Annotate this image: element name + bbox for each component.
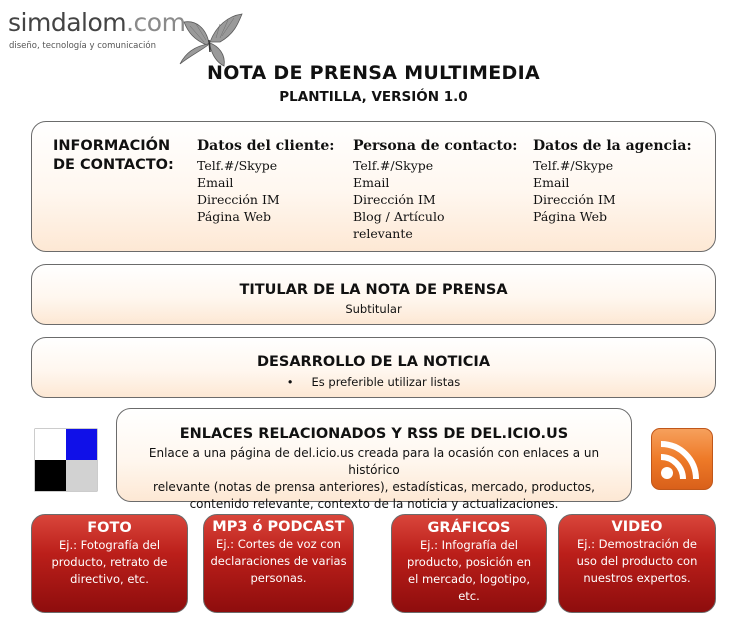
media-box-line: nuestros expertos. — [583, 571, 691, 585]
media-box-line: el mercado, logotipo, — [408, 572, 530, 586]
agency-data-item: Dirección IM — [533, 192, 616, 207]
media-box-video-body — [559, 536, 715, 587]
contact-person-column — [353, 138, 523, 242]
contact-person-item: Email — [353, 175, 390, 190]
media-box-graphics — [391, 514, 547, 613]
agency-data-item: Email — [533, 175, 570, 190]
media-box-line: Ej.: Cortes de voz con — [216, 537, 341, 551]
agency-data-item: Telf.#/Skype — [533, 158, 614, 173]
media-box-graphics-body — [392, 537, 546, 605]
story-development-bullet — [31, 375, 716, 389]
media-box-line: uso del producto con — [576, 554, 698, 568]
delicious-icon — [34, 428, 98, 492]
client-data-item: Email — [197, 175, 234, 190]
client-data-item: Página Web — [197, 209, 272, 224]
story-development-title: DESARROLLO DE LA NOTICIA — [256, 354, 491, 370]
contact-info-label — [53, 137, 174, 175]
brand-name: simdalom — [8, 8, 127, 37]
media-box-video-title: VIDEO — [611, 519, 663, 535]
media-box-line: producto, retrato de — [51, 555, 168, 569]
media-box-photo-body — [32, 537, 187, 588]
related-links-line: contenido relevante, contexto de la noticia y actualizaciones. — [189, 497, 559, 511]
headline-title: TITULAR DE LA NOTA DE PRENSA — [239, 282, 508, 298]
client-data-item: Dirección IM — [197, 192, 280, 207]
contact-person-item: Blog / Artículo — [353, 209, 445, 224]
related-links-title: ENLACES RELACIONADOS Y RSS DE DEL.ICIO.US — [179, 426, 569, 442]
rss-feed-glyph — [652, 429, 711, 488]
media-box-line: personas. — [250, 571, 307, 585]
headline-subtitle: Subtitular — [345, 302, 402, 316]
media-box-line: etc. — [458, 589, 480, 603]
media-box-graphics-title: GRÁFICOS — [427, 520, 511, 536]
brand-tld: .com — [126, 8, 186, 37]
rss-feed-icon — [651, 428, 713, 490]
client-data-column — [197, 138, 347, 225]
contact-info-label-line2: DE CONTACTO: — [53, 157, 174, 173]
media-box-line: Ej.: Infografía del — [419, 538, 518, 552]
story-development-bullet-text: Es preferible utilizar listas — [311, 375, 461, 389]
related-links-line: relevante (notas de prensa anteriores), estadísticas, mercado, productos, — [153, 480, 595, 494]
media-box-line: producto, posición en — [407, 555, 531, 569]
media-box-podcast — [203, 514, 354, 613]
brand-logo-text — [8, 8, 185, 37]
client-data-item: Telf.#/Skype — [197, 158, 278, 173]
related-links-description — [122, 445, 626, 513]
related-links-line: Enlace a una página de del.icio.us creada para la ocasión con enlaces a un histórico — [148, 446, 600, 477]
contact-person-header: Persona de contacto: — [353, 138, 518, 154]
contact-person-item: relevante — [353, 226, 413, 241]
media-box-video — [558, 514, 716, 613]
bullet-icon: • — [286, 375, 294, 389]
media-box-photo-title: FOTO — [87, 520, 132, 536]
media-box-line: Ej.: Demostración de — [577, 537, 697, 551]
media-box-podcast-body — [204, 536, 353, 587]
media-box-line: directivo, etc. — [70, 572, 149, 586]
contact-person-item: Dirección IM — [353, 192, 436, 207]
agency-data-item: Página Web — [533, 209, 608, 224]
media-box-line: Ej.: Fotografía del — [58, 538, 161, 552]
client-data-header: Datos del cliente: — [197, 138, 335, 154]
agency-data-column — [533, 138, 703, 225]
page-subtitle: PLANTILLA, VERSIÓN 1.0 — [279, 89, 468, 105]
media-box-photo — [31, 514, 188, 613]
contact-info-label-line1: INFORMACIÓN — [53, 138, 171, 154]
contact-person-item: Telf.#/Skype — [353, 158, 434, 173]
page-title: NOTA DE PRENSA MULTIMEDIA — [207, 62, 540, 84]
brand-tagline: diseño, tecnología y comunicación — [9, 41, 156, 51]
media-box-podcast-title: MP3 ó PODCAST — [212, 519, 345, 535]
agency-data-header: Datos de la agencia: — [533, 138, 692, 154]
media-box-line: declaraciones de varias — [210, 554, 347, 568]
